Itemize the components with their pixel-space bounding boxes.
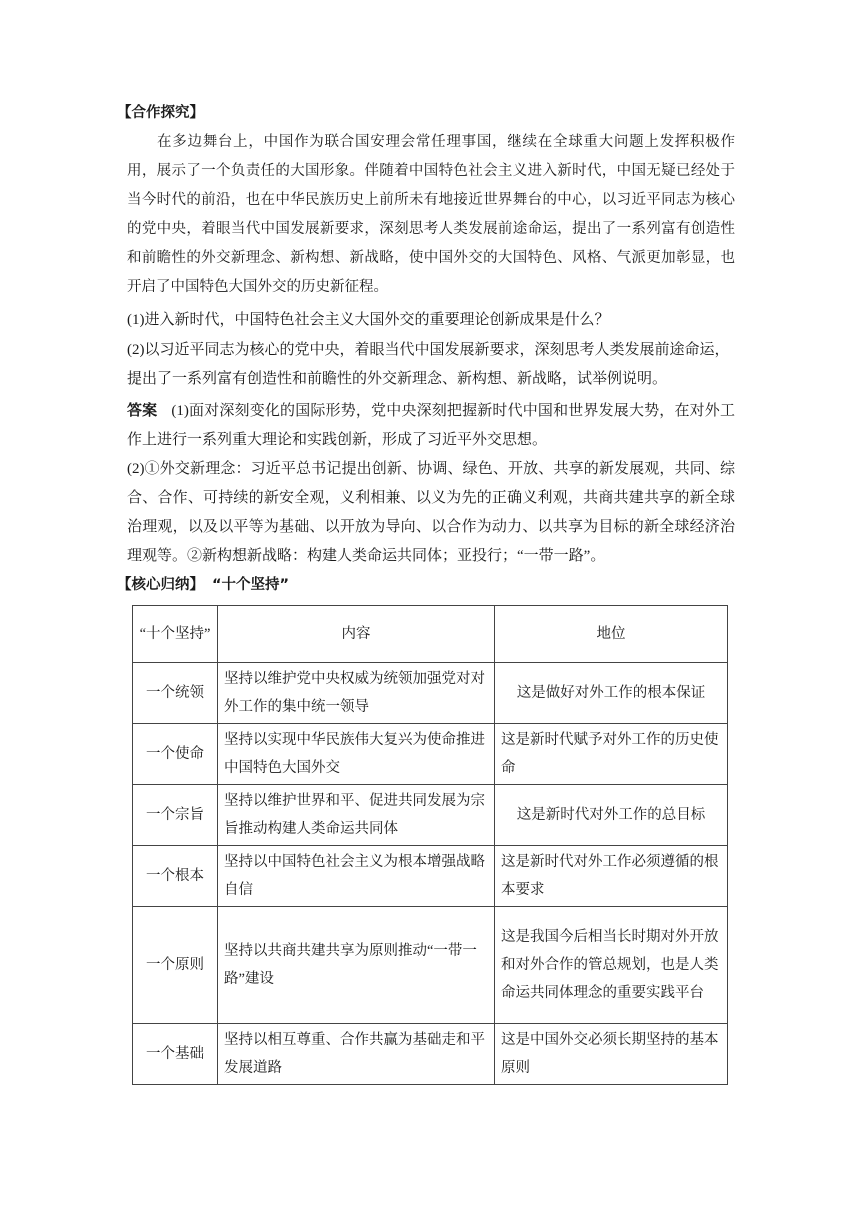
header-col-status: 地位: [495, 606, 728, 663]
row-name: 一个使命: [133, 724, 218, 785]
header-col-name: “十个坚持”: [133, 606, 218, 663]
row-name: 一个根本: [133, 846, 218, 907]
cooperative-inquiry-heading: 【合作探究】: [117, 105, 204, 121]
row-content: 坚持以相互尊重、合作共赢为基础走和平发展道路: [218, 1024, 495, 1085]
row-status: 这是新时代对外工作的总目标: [495, 785, 728, 846]
row-status: 这是我国今后相当长时期对外开放和对外合作的管总规划，也是人类命运共同体理念的重要实践平台: [495, 907, 728, 1024]
answer-label: 答案: [127, 401, 158, 419]
question-1: (1)进入新时代，中国特色社会主义大国外交的重要理论创新成果是什么？: [127, 312, 610, 328]
question-2: (2)以习近平同志为核心的党中央，着眼当代中国发展新要求，深刻思考人类发展前途命运，提出了一系列富有创造性和前瞻性的外交新理念、新构想、新战略，试举例说明。: [127, 342, 730, 387]
core-summary-heading: [117, 575, 289, 595]
table-row: [133, 1024, 728, 1085]
row-content: 坚持以维护党中央权威为统领加强党对对外工作的集中统一领导: [218, 663, 495, 724]
row-content: 坚持以实现中华民族伟大复兴为使命推进中国特色大国外交: [218, 724, 495, 785]
core-summary-subtitle: “十个坚持”: [212, 577, 290, 593]
row-status: 这是新时代对外工作必须遵循的根本要求: [495, 846, 728, 907]
row-content: 坚持以维护世界和平、促进共同发展为宗旨推动构建人类命运共同体: [218, 785, 495, 846]
row-content: 坚持以中国特色社会主义为根本增强战略自信: [218, 846, 495, 907]
answer-1: [127, 396, 735, 455]
header-col-content: 内容: [218, 606, 495, 663]
answer-1-text: (1)面对深刻变化的国际形势，党中央深刻把握新时代中国和世界发展大势，在对外工作上进行一系列重大理论和实践创新，形成了习近平外交思想。: [127, 403, 735, 448]
table-row: [133, 663, 728, 724]
core-summary-label: 【核心归纳】: [117, 577, 204, 593]
answer-2: (2)①外交新理念：习近平总书记提出创新、协调、绿色、开放、共享的新发展观，共同、综合、合作、可持续的新安全观，义利相兼、以义为先的正确义利观，共商共建共享的新全球治理观，以及以平等为基础、以开放为导向、以合作为动力、以共享为目标的新全球经济治理观等。②新构想新战略：构建人类命运共同体；亚投行；“一带一路”。: [127, 461, 735, 564]
row-name: 一个宗旨: [133, 785, 218, 846]
table-header-row: [133, 606, 728, 663]
row-name: 一个基础: [133, 1024, 218, 1085]
table-row: [133, 785, 728, 846]
row-status: 这是新时代赋予对外工作的历史使命: [495, 724, 728, 785]
ten-persistence-table: [132, 605, 728, 1085]
table-row: [133, 724, 728, 785]
row-status: 这是做好对外工作的根本保证: [495, 663, 728, 724]
row-status: 这是中国外交必须长期坚持的基本原则: [495, 1024, 728, 1085]
row-name: 一个原则: [133, 907, 218, 1024]
table-row: [133, 846, 728, 907]
row-name: 一个统领: [133, 663, 218, 724]
row-content: 坚持以共商共建共享为原则推动“一带一路”建设: [218, 907, 495, 1024]
table-row: [133, 907, 728, 1024]
passage-paragraph: 在多边舞台上，中国作为联合国安理会常任理事国，继续在全球重大问题上发挥积极作用，展示了一个负责任的大国形象。伴随着中国特色社会主义进入新时代，中国无疑已经处于当今时代的前沿，也在中华民族历史上前所未有地接近世界舞台的中心，以习近平同志为核心的党中央，着眼当代中国发展新要求，深刻思考人类发展前途命运，提出了一系列富有创造性和前瞻性的外交新理念、新构想、新战略，使中国外交的大国特色、风格、气派更加彰显，也开启了中国特色大国外交的历史新征程。: [127, 134, 735, 295]
